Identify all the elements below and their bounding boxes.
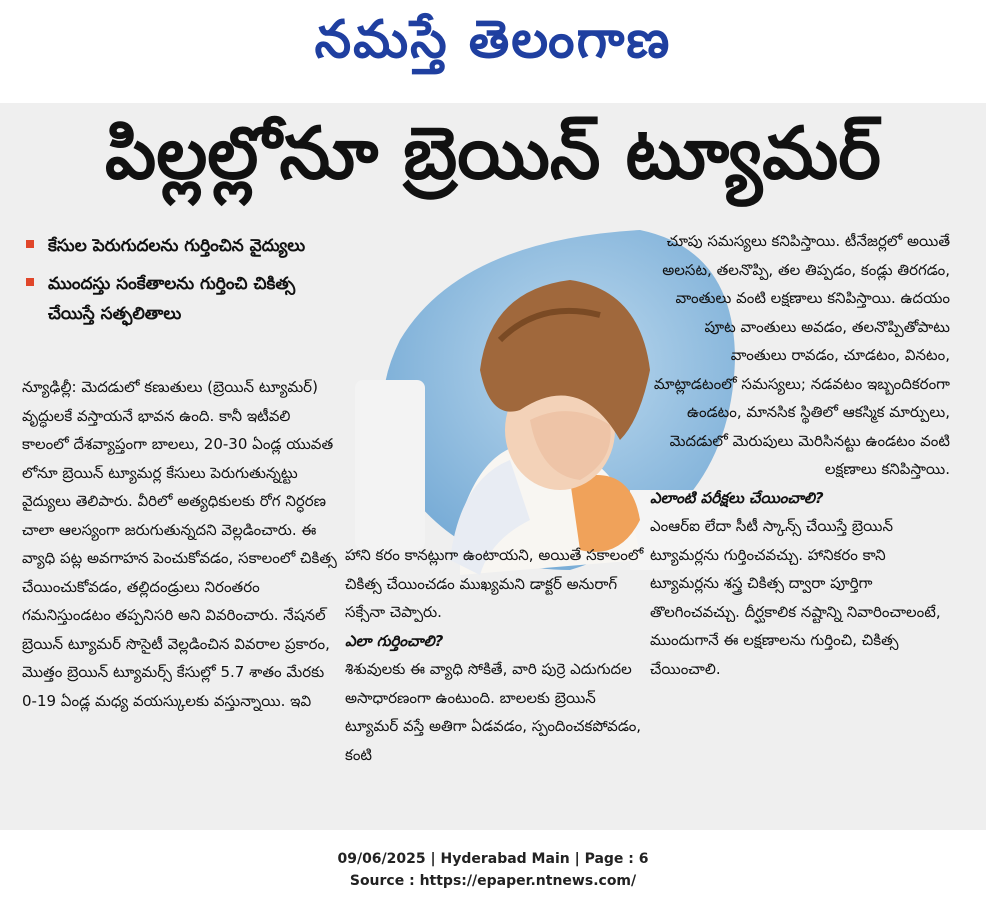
newspaper-logo: నమస్తే తెలంగాణ bbox=[314, 10, 672, 70]
subheading: ఎలాంటి పరీక్షలు చేయించాలి? bbox=[650, 488, 824, 507]
bullet-square-icon bbox=[26, 240, 34, 248]
paragraph: హాని కరం కానట్లుగా ఉంటాయని, అయితే సకాలంలో చికిత్స చేయించడం ముఖ్యమని డాక్టర్ అనురాగ్ సక్సేనా చెప్పారు. bbox=[345, 546, 644, 621]
masthead bbox=[0, 0, 986, 100]
paragraph: శిశువులకు ఈ వ్యాధి సోకితే, వారి పుర్రె ఎదుగుదల అసాధారణంగా ఉంటుంది. బాలలకు బ్రెయిన్ ట్యూమర్ వస్తే అతిగా ఏడవడం, స్పందించకపోవడం, కంటి bbox=[345, 660, 642, 764]
article-column-1 bbox=[22, 373, 340, 715]
headline: పిల్లల్లోనూ బ్రెయిన్ ట్యూమర్ bbox=[105, 111, 881, 195]
subheading: ఎలా గుర్తించాలి? bbox=[345, 631, 444, 650]
paragraph: న్యూఢిల్లీ: మెదడులో కణుతులు (బ్రెయిన్ ట్యూమర్) వృద్ధులకే వస్తాయనే భావన ఉంది. కానీ ఇటీవలి కాలంలో దేశవ్యాప్తంగా బాలలు, 20-30 ఏండ్ల యువత లోనూ బ్రెయిన్ ట్యూమర్ల కేసులు పెరుగుతున్నట్టు వైద్యులు తెలిపారు. వీరిలో అత్యధికులకు రోగ నిర్ధరణ చాలా ఆలస్యంగా జరుగుతున్నదని వెల్లడించారు. ఈ వ్యాధి పట్ల అవగాహన పెంచుకోవడం, సకాలంలో చికిత్స చేయించుకోవడం, తల్లిదండ్రులు నిరంతరం గమనిస్తుండటం తప్పనిసరి అని వివరించారు. నేషనల్ బ్రెయిన్ ట్యూమర్ సొసైటీ వెల్లడించిన వివరాల ప్రకారం, మొత్తం బ్రెయిన్ ట్యూమర్స్ కేసుల్లో 5.7 శాతం మేరకు 0-19 ఏండ్ల మధ్య వయస్కులకు వస్తున్నాయి. ఇవి bbox=[22, 378, 337, 710]
bullet-text: ముందస్తు సంకేతాలను గుర్తించి చికిత్స చేయిస్తే సత్ఫలితాలు bbox=[48, 274, 296, 324]
article-clipping bbox=[0, 103, 986, 830]
bullet-item bbox=[22, 269, 322, 329]
bullet-square-icon bbox=[26, 278, 34, 286]
page-footer bbox=[0, 848, 986, 892]
edition-info: 09/06/2025 | Hyderabad Main | Page : 6 bbox=[337, 851, 649, 867]
bullet-text: కేసుల పెరుగుదలను గుర్తించిన వైద్యులు bbox=[48, 236, 306, 256]
article-column-2 bbox=[345, 541, 645, 769]
paragraph: చూపు సమస్యలు కనిపిస్తాయి. టీనేజర్లలో అయితే అలసట, తలనొప్పి, తల తిప్పడం, కండ్లు తిరగడం, వాంతులు వంటి లక్షణాలు కనిపిస్తాయి. ఉదయం పూట వాంతులు అవడం, తలనొప్పితోపాటు వాంతులు రావడం, చూడటం, వినటం, మాట్లాడటంలో సమస్యలు; నడవటం ఇబ్బందికరంగా ఉండటం, మానసిక స్థితిలో ఆకస్మిక మార్పులు, మెదడులో మెరుపులు మెరిసినట్టు ఉండటం వంటి లక్షణాలు కనిపిస్తాయి. bbox=[653, 232, 950, 478]
summary-bullets bbox=[22, 231, 322, 337]
source-link[interactable]: Source : https://epaper.ntnews.com/ bbox=[349, 873, 637, 889]
bullet-item bbox=[22, 231, 322, 261]
paragraph: ఎంఆర్ఐ లేదా సీటీ స్కాన్స్ చేయిస్తే బ్రెయిన్ ట్యూమర్లను గుర్తించవచ్చు. హానికరం కాని ట్యూమర్లను శస్త్ర చికిత్స ద్వారా పూర్తిగా తొలగించవచ్చు. దీర్ఘకాలిక నష్టాన్ని నివారించాలంటే, ముందుగానే ఈ లక్షణాలను గుర్తించి, చికిత్స చేయించాలి. bbox=[650, 517, 941, 678]
article-column-3 bbox=[650, 227, 950, 683]
